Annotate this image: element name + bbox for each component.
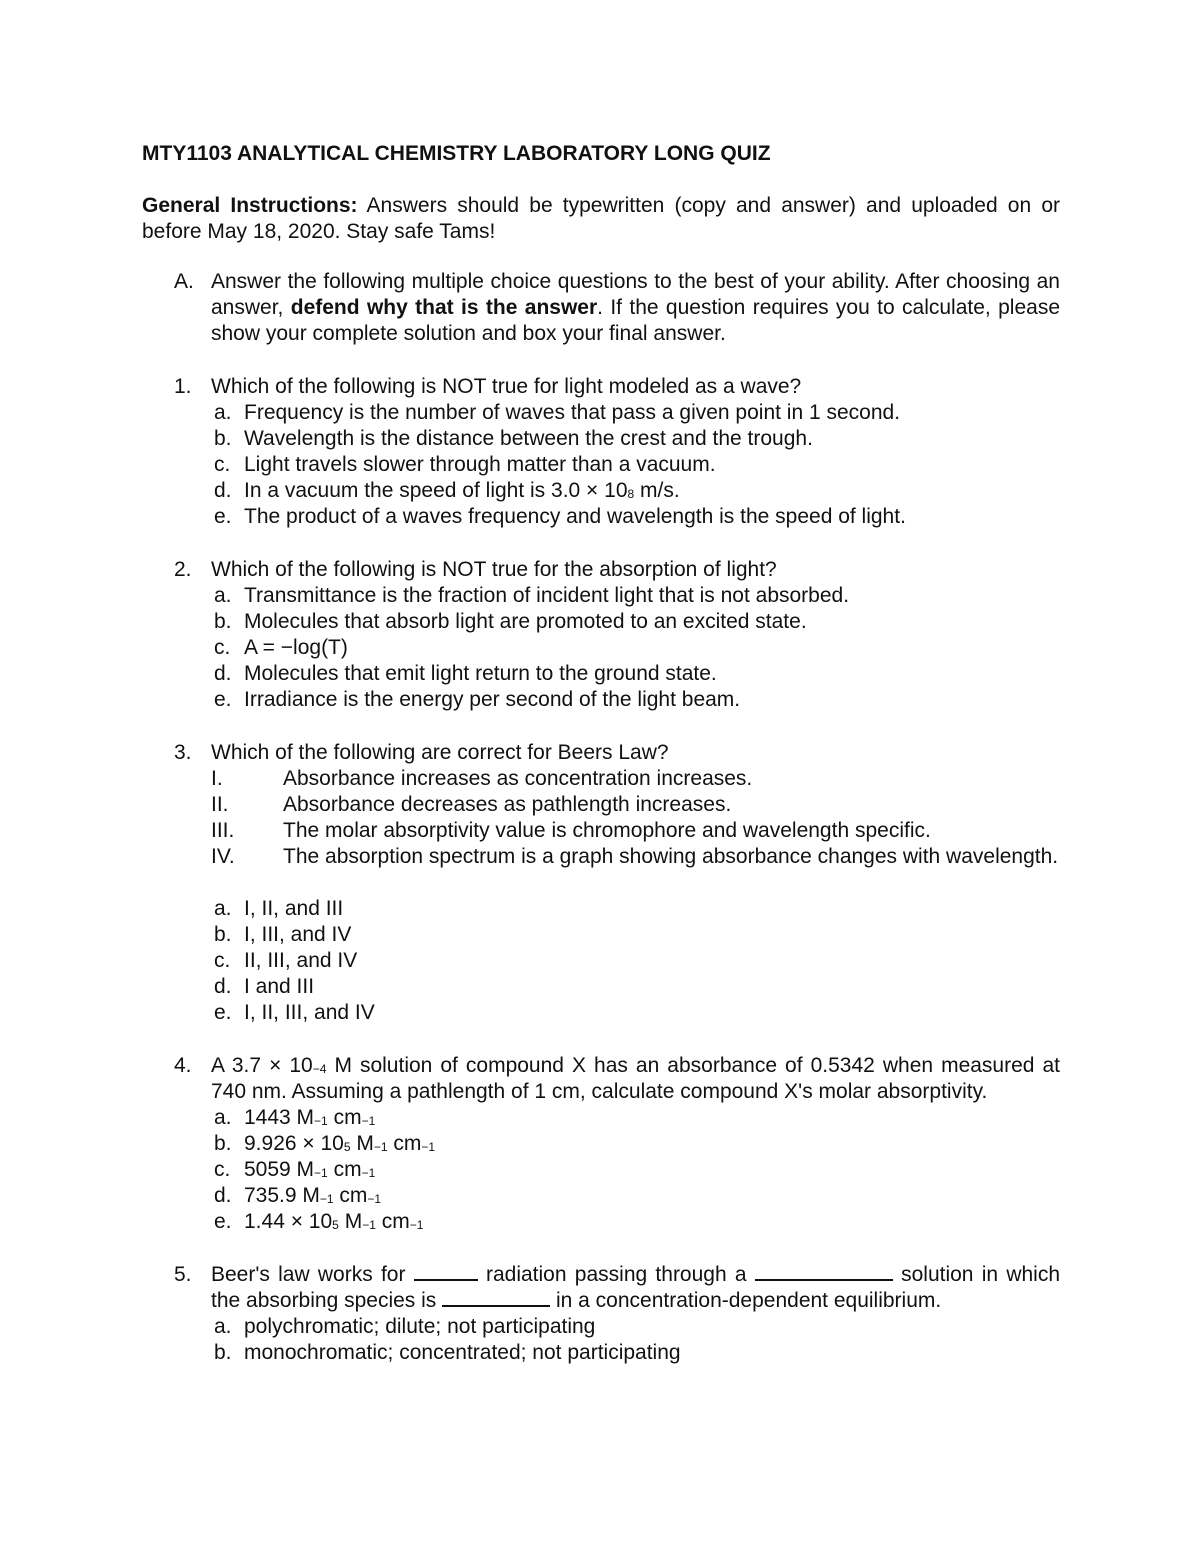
instructions-text: Answers should be typewritten (copy and answer) and uploaded on or before May 18, 2020. Stay safe Tams!	[142, 194, 1060, 243]
option-4d: d. 735.9 $M_{-1}$ $cm_{-1}$	[214, 1184, 382, 1207]
section-a-text-2: . If the question requires you to calculate, please show your complete solution and box your final answer.	[211, 296, 1060, 345]
question-stem: A $3.7 \times 10_{-4}$ M solution of compound X has an absorbance of 0.5342 when measured at 740 nm. Assuming a pathlength of 1 cm, calculate compound X's molar absorptivity.	[211, 1054, 1060, 1103]
option-4e: e. $1.44 \times 10_5$ $M_{-1}$ $cm_{-1}$	[214, 1210, 424, 1233]
question-number: 5.	[174, 1263, 192, 1286]
general-instructions	[142, 193, 1060, 245]
page-title: MTY1103 ANALYTICAL CHEMISTRY LABORATORY LONG QUIZ	[142, 142, 771, 165]
option-1e: e. The product of a waves frequency and wavelength is the speed of light.	[214, 505, 906, 528]
section-a-text-1: Answer the following multiple choice questions to the best of your ability. After choosing an answer,	[211, 270, 1060, 319]
quiz-page	[142, 141, 1060, 1366]
question-5	[142, 1262, 1060, 1314]
option-2a: a. Transmittance is the fraction of incident light that is not absorbed.	[214, 584, 850, 607]
question-1	[142, 374, 1060, 400]
option-4b: b. $9.926 \times 10_5$ $M_{-1}$ $cm_{-1}$	[214, 1132, 436, 1155]
question-4	[142, 1053, 1060, 1105]
option-5a: a. polychromatic; dilute; not participating	[214, 1315, 596, 1338]
question-stem: Which of the following is NOT true for light modeled as a wave?	[211, 375, 802, 398]
answer-blank	[755, 1263, 893, 1281]
statement-i: I. Absorbance increases as concentration increases.	[211, 767, 753, 790]
question-4-options	[142, 1105, 1060, 1235]
option-4c: c. 5059 $M_{-1}$ $cm_{-1}$	[214, 1158, 376, 1181]
section-a-letter: A.	[174, 270, 194, 293]
question-number: 2.	[174, 558, 192, 581]
question-number: 1.	[174, 375, 192, 398]
statement-iv: IV. The absorption spectrum is a graph showing absorbance changes with wavelength.	[211, 845, 1059, 868]
option-4a: a. 1443 $M_{-1}$ $cm_{-1}$	[214, 1106, 376, 1129]
question-number: 3.	[174, 741, 192, 764]
option-5b: b. monochromatic; concentrated; not participating	[214, 1341, 681, 1364]
option-3e: e. I, II, III, and IV	[214, 1001, 375, 1024]
question-2-options	[142, 583, 1060, 713]
option-2d: d. Molecules that emit light return to the ground state.	[214, 662, 717, 685]
section-a-text	[211, 269, 1060, 347]
answer-blank	[414, 1263, 478, 1281]
option-1c: c. Light travels slower through matter than a vacuum.	[214, 453, 716, 476]
answer-blank	[442, 1289, 550, 1307]
option-3a: a. I, II, and III	[214, 897, 344, 920]
question-3	[142, 740, 1060, 870]
option-2b: b. Molecules that absorb light are promoted to an excited state.	[214, 610, 807, 633]
question-2	[142, 557, 1060, 583]
question-number: 4.	[174, 1054, 192, 1077]
question-stem: Which of the following are correct for Beers Law?	[211, 741, 669, 764]
question-1-options	[142, 400, 1060, 530]
option-3d: d. I and III	[214, 975, 315, 998]
statement-iii: III. The molar absorptivity value is chromophore and wavelength specific.	[211, 819, 931, 842]
question-3-options	[142, 896, 1060, 1026]
option-3c: c. II, III, and IV	[214, 949, 358, 972]
option-1a: a. Frequency is the number of waves that pass a given point in 1 second.	[214, 401, 901, 424]
instructions-label: General Instructions:	[142, 194, 358, 217]
question-5-options	[142, 1314, 1060, 1366]
option-3b: b. I, III, and IV	[214, 923, 352, 946]
section-a-bold: defend why that is the answer	[290, 296, 598, 319]
option-1b: b. Wavelength is the distance between the crest and the trough.	[214, 427, 813, 450]
option-2e: e. Irradiance is the energy per second of the light beam.	[214, 688, 741, 711]
option-1d: d. In a vacuum the speed of light is $3.0 \times 10_8$ m/s.	[214, 479, 680, 502]
option-2c: c. A = −log(T)	[214, 636, 348, 659]
statement-ii: II. Absorbance decreases as pathlength increases.	[211, 793, 732, 816]
question-stem: Which of the following is NOT true for the absorption of light?	[211, 558, 777, 581]
question-stem: Beer's law works for radiation passing through a solution in which the absorbing species is in a concentration-dependent equilibrium.	[211, 1263, 1061, 1312]
section-a	[142, 269, 1060, 347]
